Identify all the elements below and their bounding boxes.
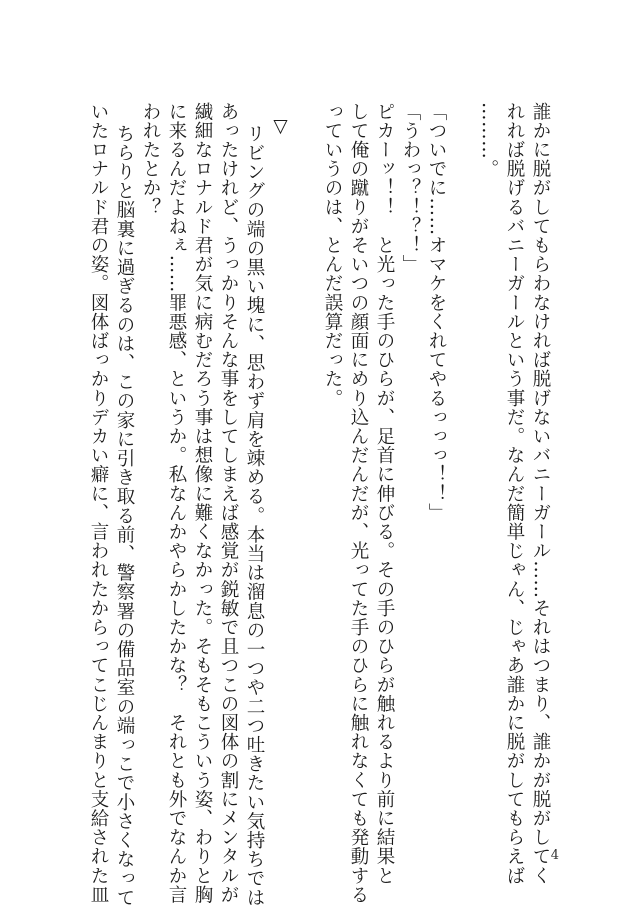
text-line-12: リビングの端の黒い塊に、思わず肩を竦める。本当は溜息の一つや二つ吐きたい気持ちでは: [244, 124, 265, 907]
text-line-7: ピカーッ！！ と光った手のひらが、足首に伸びる。その手のひらが触れるより前に結果と: [374, 102, 395, 886]
text-line-17: ちらりと脳裏に過ぎるのは、この家に引き取る前、警察署の備品室の端っこで小さくなって: [114, 124, 135, 907]
scene-break-marker: ▽: [270, 116, 291, 138]
text-line-9: っていうのは、とんだ誤算だった。: [322, 102, 343, 408]
text-line-5: 「ついでに……オマケをくれてやるっっっ！！」: [426, 102, 447, 523]
text-line-3: ………。: [478, 102, 499, 179]
text-line-2: れれば脱げるバニーガールという事だ。なんだ簡単じゃん、じゃあ誰かに脱がしてもらえば: [504, 102, 525, 886]
text-line-13: あったけれど、うっかりそんな事をしてしまえば感覚が鋭敏で且つこの図体の割にメンタルが: [218, 102, 239, 905]
text-line-14: 繊細なロナルド君が気に病むだろう事は想像に難くなかった。そもそもこういう姿、わりと胸: [192, 102, 213, 905]
text-line-10: [293, 102, 319, 842]
text-line-15: に来るんだよねぇ……罪悪感、というか。私なんかやらかしたかな？ それとも外でなんか言: [166, 102, 187, 905]
text-line-6: 「うわっ？！？！」: [400, 102, 421, 274]
text-line-4: [449, 102, 475, 842]
text-line-18: いたロナルド君の姿。図体ばっかりデカい癖に、言われたからってこじんまりと支給された皿: [88, 102, 109, 905]
text-line-8: して俺の蹴りがそいつの顔面にめり込んだんだが、光ってた手のひらに触れなくても発動する: [348, 102, 369, 905]
text-line-1: 誰かに脱がしてもらわなければ脱げないバニーガール……それはつまり、誰かが脱がしてく: [530, 102, 551, 886]
text-line-16: われたとか？: [140, 102, 161, 217]
page-number: 4: [550, 848, 559, 863]
